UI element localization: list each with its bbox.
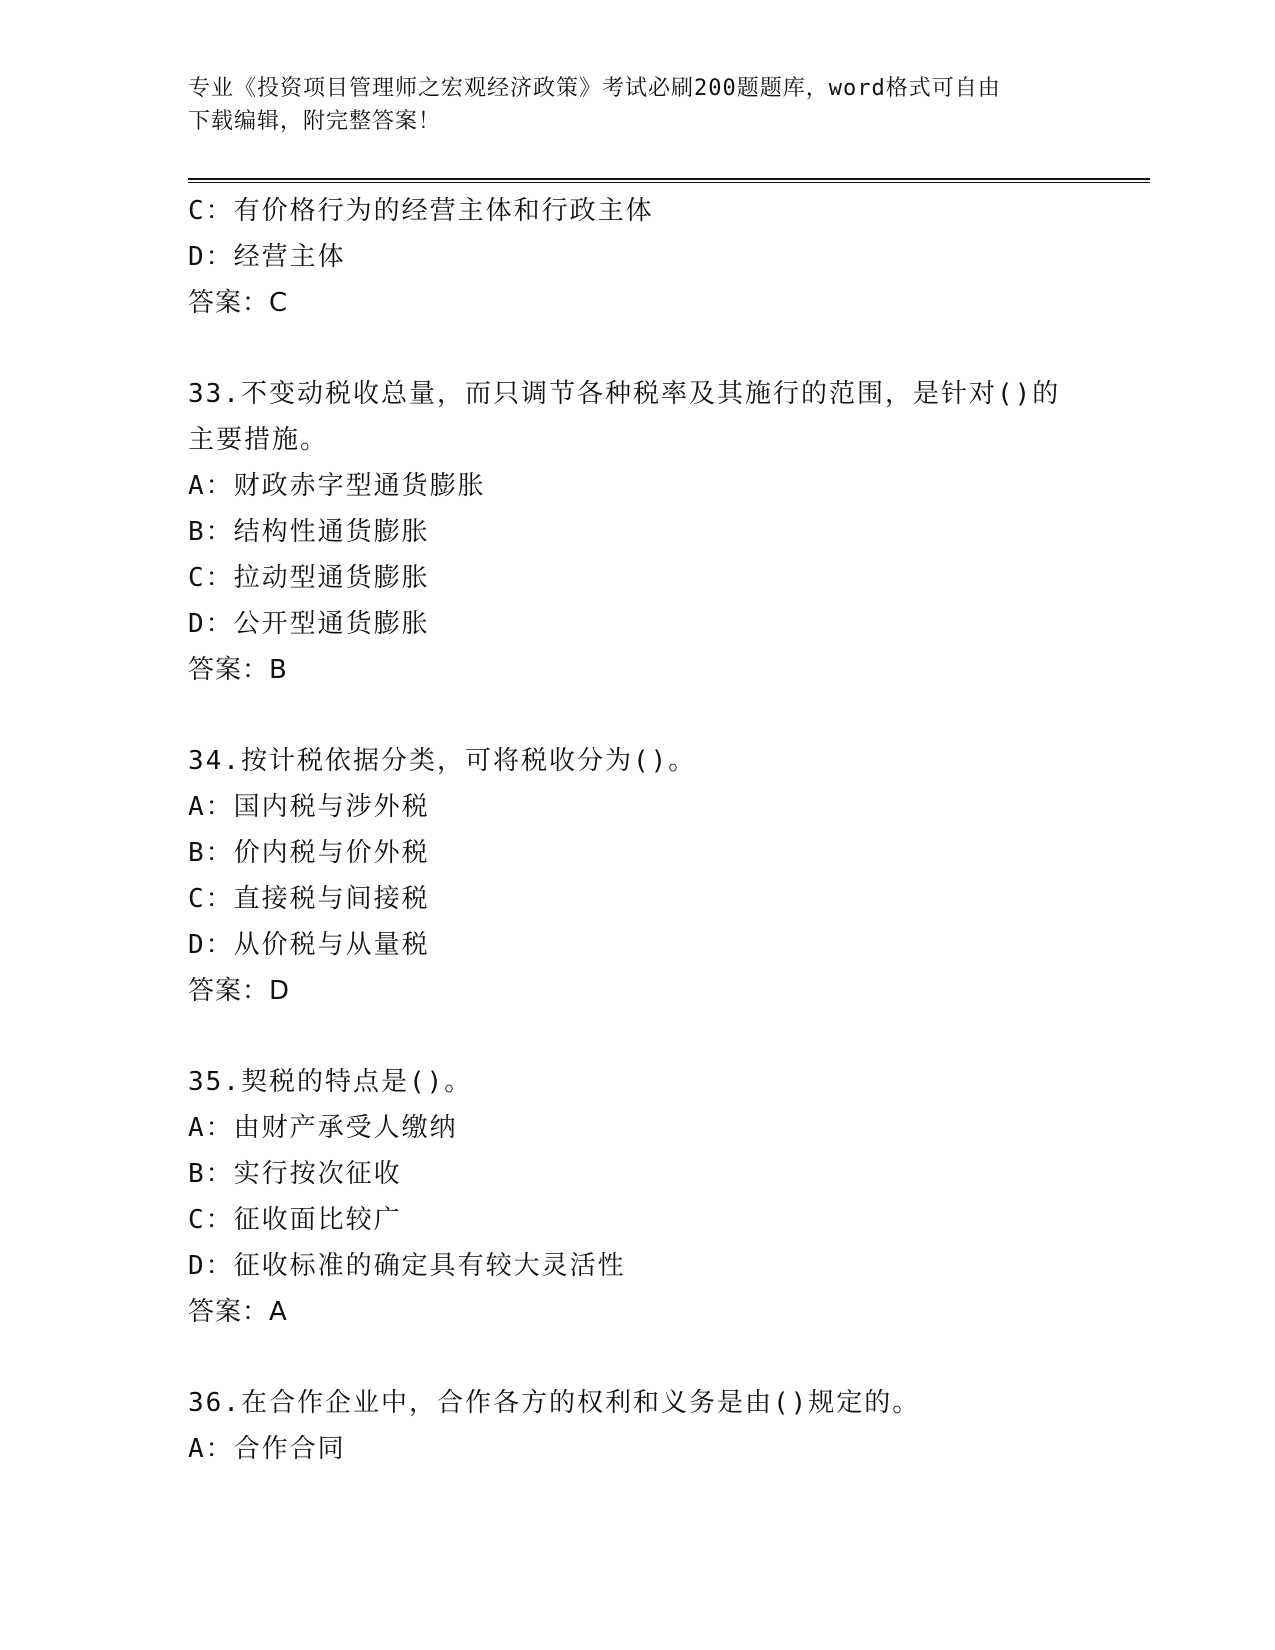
spacer xyxy=(188,326,1088,371)
option-d: D：公开型通货膨胀 xyxy=(188,609,430,639)
question-34 xyxy=(188,738,1088,1014)
option-c: C：拉动型通货膨胀 xyxy=(188,563,430,593)
option-b: B：实行按次征收 xyxy=(188,1159,402,1189)
option-a: A：由财产承受人缴纳 xyxy=(188,1113,458,1143)
option-c: C：征收面比较广 xyxy=(188,1205,402,1235)
question-stem: 34.按计税依据分类，可将税收分为()。 xyxy=(188,746,697,776)
question-stem: 36.在合作企业中，合作各方的权利和义务是由()规定的。 xyxy=(188,1388,921,1418)
option-a: A：国内税与涉外税 xyxy=(188,792,430,822)
option-d: D：从价税与从量税 xyxy=(188,930,430,960)
question-stem: 35.契税的特点是()。 xyxy=(188,1067,473,1097)
spacer xyxy=(188,1014,1088,1059)
header-line-2: 下载编辑，附完整答案！ xyxy=(188,109,442,134)
question-list xyxy=(188,188,1088,1472)
answer: 答案：C xyxy=(188,288,289,318)
option-b: B：价内税与价外税 xyxy=(188,838,430,868)
option-c: C：直接税与间接税 xyxy=(188,884,430,914)
header-divider xyxy=(188,178,1150,183)
option-d: D：经营主体 xyxy=(188,242,346,272)
question-35 xyxy=(188,1059,1088,1335)
answer: 答案：D xyxy=(188,976,291,1006)
spacer xyxy=(188,693,1088,738)
header-line-1: 专业《投资项目管理师之宏观经济政策》考试必刷200题题库，word格式可自由 xyxy=(188,76,1001,101)
question-36 xyxy=(188,1380,1088,1472)
question-32-continued xyxy=(188,188,1088,326)
document-header xyxy=(188,72,1088,138)
option-a: A：合作合同 xyxy=(188,1434,346,1464)
option-a: A：财政赤字型通货膨胀 xyxy=(188,471,486,501)
question-stem: 33.不变动税收总量，而只调节各种税率及其施行的范围，是针对()的 xyxy=(188,379,1061,409)
answer: 答案：A xyxy=(188,1297,288,1327)
question-33 xyxy=(188,371,1088,693)
option-b: B：结构性通货膨胀 xyxy=(188,517,430,547)
option-c: C：有价格行为的经营主体和行政主体 xyxy=(188,196,654,226)
answer: 答案：B xyxy=(188,655,288,685)
question-stem-continued: 主要措施。 xyxy=(188,425,329,455)
option-d: D：征收标准的确定具有较大灵活性 xyxy=(188,1251,626,1281)
spacer xyxy=(188,1335,1088,1380)
